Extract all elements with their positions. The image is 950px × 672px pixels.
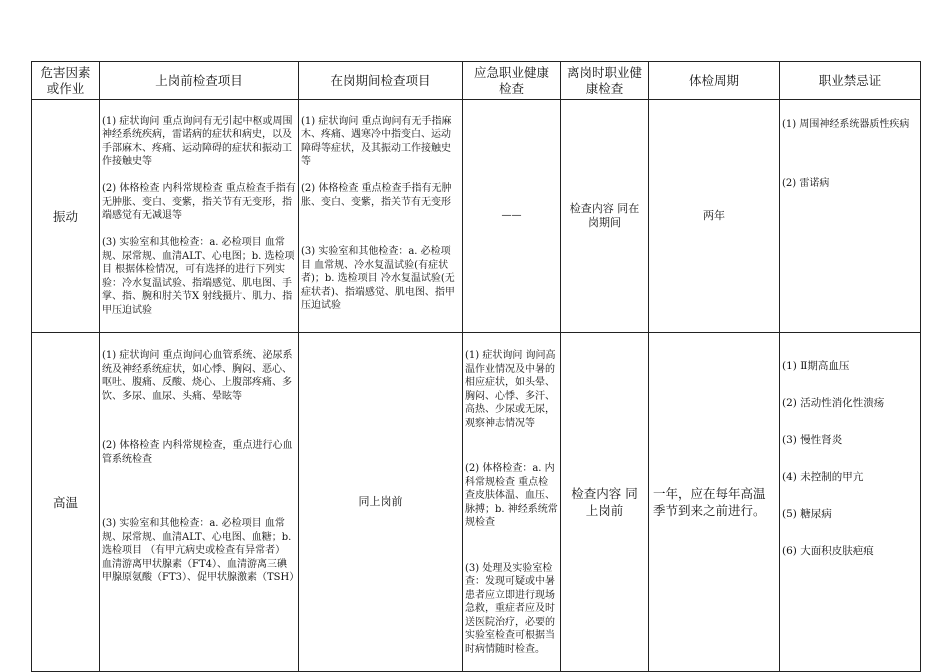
cycle-high-temperature: 一年，应在每年高温季节到来之前进行。	[649, 332, 780, 671]
table-row-high-temperature	[32, 332, 921, 671]
header-row	[32, 62, 921, 100]
during-item: (1) 症状询问 重点询问有无手指麻木、疼痛、遇寒冷中指变白、运动障碍等症状，及其振动工作接触史等	[301, 115, 452, 167]
header-factor: 危害因素 或作业	[32, 62, 100, 100]
emergency-high-temperature	[463, 332, 561, 671]
emergency-item: (2) 体格检查：a. 内科常规检查 重点检查皮肤体温、血压、脉搏；b. 神经系统常规检查	[465, 463, 558, 528]
contra-high-temperature	[780, 332, 921, 671]
contra-item: (2) 活动性消化性溃疡	[782, 397, 885, 409]
pre-item: (2) 体格检查 内科常规检查 重点检查手指有无肿胀、变白、变紫，指关节有无变形，指端感觉有无减退等	[102, 183, 296, 221]
pre-item: (1) 症状询问 重点询问心血管系统、泌尿系统及神经系统症状，如心悸、胸闷、恶心、呕吐、腹痛、反酸、烧心、上腹部疼痛、多饮、多尿、血尿、头痛、晕眩等	[102, 350, 293, 402]
header-pre-employment: 上岗前检查项目	[100, 62, 299, 100]
pre-item: (1) 症状询问 重点询问有无引起中枢或周围神经系统疾病，雷诺病的症状和病史，以及手部麻木、疼痛、运动障碍的症状和振动工作接触史等	[102, 115, 293, 167]
pre-item: (2) 体格检查 内科常规检查，重点进行心血管系统检查	[102, 440, 293, 465]
header-during-employment: 在岗期间检查项目	[299, 62, 463, 100]
contra-item: (1) 周围神经系统器质性疾病	[782, 118, 910, 130]
occupational-health-table	[31, 61, 921, 672]
pre-item: (3) 实验室和其他检查：a. 必检项目 血常规、尿常规、血清ALT、心电图、血糖；b. 选检项目 （有甲亢病史或检查有异常者） 血清游离甲状腺素（FT4）、血清游离三碘甲腺原氨酸（FT3）、促甲状腺激素（TSH）	[102, 518, 300, 583]
factor-vibration: 振动	[32, 100, 100, 333]
during-item: (2) 体格检查 重点检查手指有无肿胀、变白、变紫，指关节有无变形	[301, 183, 452, 208]
pre-check-vibration	[100, 100, 299, 333]
contra-item: (6) 大面积皮肤疤痕	[782, 545, 874, 557]
header-contraindications: 职业禁忌证	[780, 62, 921, 100]
contra-item: (5) 糖尿病	[782, 508, 832, 520]
contra-vibration	[780, 100, 921, 333]
table-row-vibration	[32, 100, 921, 333]
during-check-high-temperature: 同上岗前	[299, 332, 463, 671]
contra-item: (3) 慢性肾炎	[782, 434, 843, 446]
emergency-vibration: ——	[463, 100, 561, 333]
header-emergency: 应急职业健康 检查	[463, 62, 561, 100]
factor-high-temperature: 高温	[32, 332, 100, 671]
header-leaving: 离岗时职业健 康检查	[561, 62, 649, 100]
leaving-high-temperature: 检查内容 同 上岗前	[561, 332, 649, 671]
contra-item: (4) 未控制的甲亢	[782, 471, 864, 483]
header-cycle: 体检周期	[649, 62, 780, 100]
pre-check-high-temperature	[100, 332, 299, 671]
contra-item: (1) Ⅱ期高血压	[782, 360, 850, 372]
emergency-item: (1) 症状询问 询问高温作业情况及中暑的相应症状，如头晕、胸闷、心悸、多汗、高热、少尿或无尿，观察神志情况等	[465, 350, 556, 429]
contra-item: (2) 雷诺病	[782, 178, 830, 189]
emergency-item: (3) 处理及实验室检查：发现可疑或中暑患者应立即进行现场急救，重症者应及时送医院治疗，必要的实验室检查可根据当时病情随时检查。	[465, 562, 555, 655]
pre-item: (3) 实验室和其他检查：a. 必检项目 血常规、尿常规、血清ALT、心电图；b. 选检项目 根据体检情况，可有选择的进行下列实验：冷水复温试验、指端感觉、肌电图、手掌、指、腕和肘关节X 射线摄片、肌力、指甲压迫试验	[102, 237, 295, 316]
leaving-vibration: 检查内容 同在 岗期间	[561, 100, 649, 333]
during-item: (3) 实验室和其他检查：a. 必检项目 血常规、冷水复温试验(有症状者)；b. 选检项目 冷水复温试验(无症状者)、指端感觉、肌电图、指甲压迫试验	[301, 246, 455, 311]
during-check-vibration	[299, 100, 463, 333]
cycle-vibration: 两年	[649, 100, 780, 333]
